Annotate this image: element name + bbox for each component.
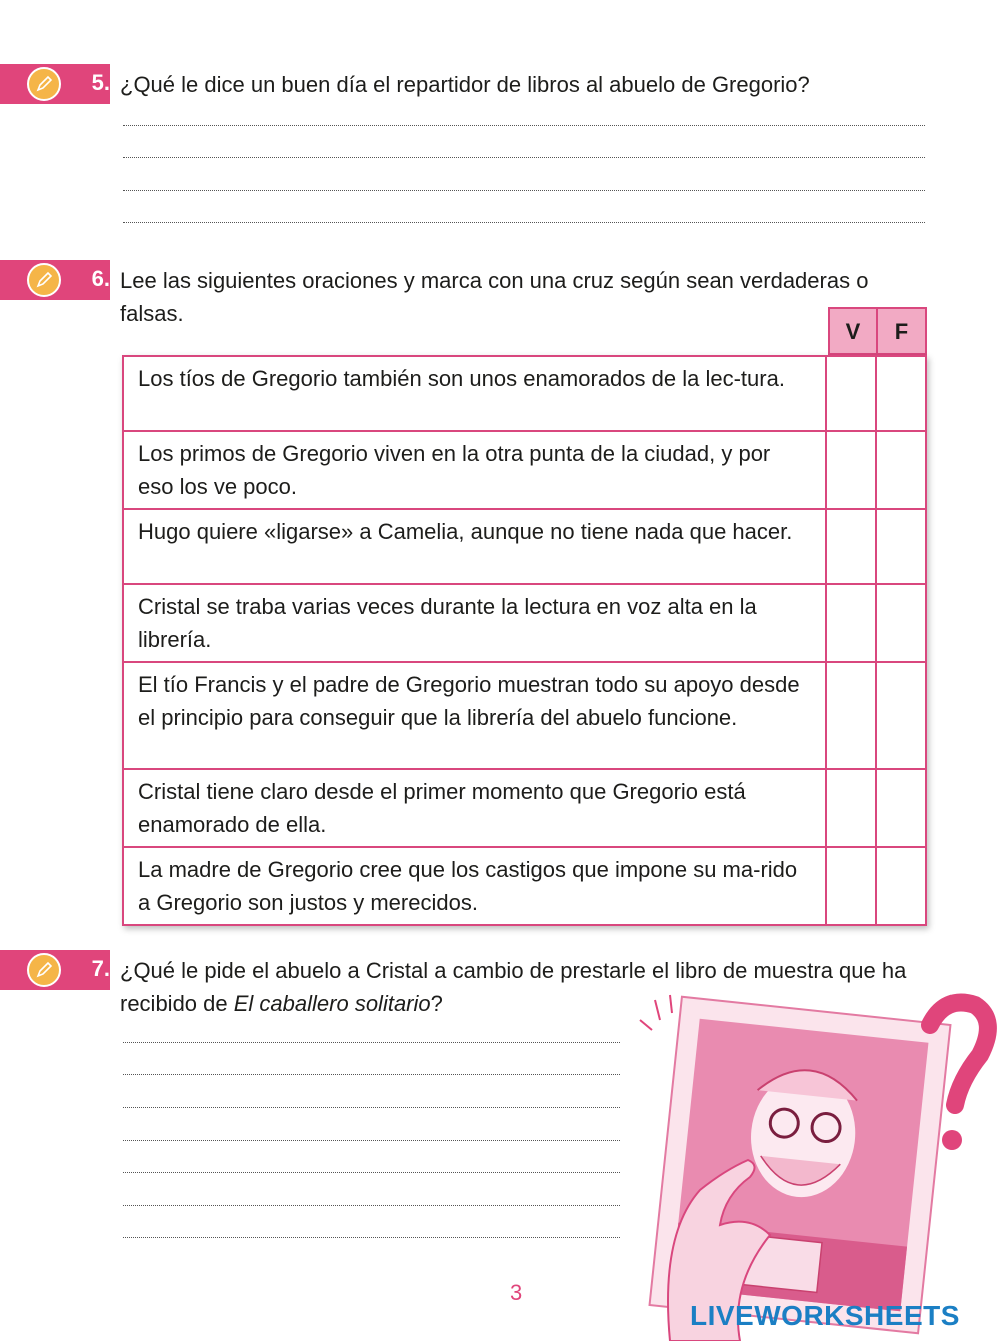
grandfather-photo-illustration [630, 985, 999, 1341]
true-checkbox[interactable] [826, 431, 876, 509]
false-checkbox[interactable] [876, 584, 926, 662]
false-checkbox[interactable] [876, 662, 926, 769]
question-5-tab [0, 64, 110, 104]
answer-line[interactable] [123, 222, 925, 223]
answer-line[interactable] [123, 190, 925, 191]
answer-line[interactable] [123, 1042, 620, 1043]
statement-text: Los tíos de Gregorio también son unos enamorados de la lec-tura. [123, 356, 826, 431]
statement-text: Los primos de Gregorio viven en la otra punta de la ciudad, y por eso los ve poco. [123, 431, 826, 509]
question-5-text: ¿Qué le dice un buen día el repartidor de libros al abuelo de Gregorio? [120, 72, 810, 97]
page-number: 3 [510, 1280, 523, 1305]
book-title: El caballero solitario [233, 991, 431, 1016]
statement-text: El tío Francis y el padre de Gregorio muestran todo su apoyo desde el principio para conseguir que la librería del abuelo funcione. [123, 662, 826, 769]
pencil-icon [27, 263, 61, 297]
watermark-logo: LIVEWORKSHEETS [690, 1300, 960, 1331]
question-7-text: ¿Qué le pide el abuelo a Cristal a cambio de prestarle el libro de muestra que ha recibido de El caballero solitario? [120, 958, 907, 1016]
true-checkbox[interactable] [826, 847, 876, 925]
true-checkbox[interactable] [826, 509, 876, 584]
question-number: 7. [91, 956, 110, 981]
question-7-tab [0, 950, 110, 990]
statement-text: La madre de Gregorio cree que los castigos que impone su ma-rido a Gregorio son justos y merecidos. [123, 847, 826, 925]
question-6-text: Lee las siguientes oraciones y marca con una cruz según sean verdaderas o falsas. [120, 268, 869, 326]
pencil-icon [27, 67, 61, 101]
statement-text: Hugo quiere «ligarse» a Camelia, aunque no tiene nada que hacer. [123, 509, 826, 584]
table-row [123, 431, 926, 509]
true-false-table [122, 355, 927, 926]
statement-text: Cristal se traba varias veces durante la lectura en voz alta en la librería. [123, 584, 826, 662]
answer-line[interactable] [123, 125, 925, 126]
answer-line[interactable] [123, 1205, 620, 1206]
statement-text: Cristal tiene claro desde el primer momento que Gregorio está enamorado de ella. [123, 769, 826, 847]
answer-line[interactable] [123, 157, 925, 158]
answer-line[interactable] [123, 1237, 620, 1238]
false-checkbox[interactable] [876, 509, 926, 584]
true-checkbox[interactable] [826, 769, 876, 847]
answer-line[interactable] [123, 1074, 620, 1075]
question-6-tab [0, 260, 110, 300]
true-checkbox[interactable] [826, 662, 876, 769]
table-row [123, 847, 926, 925]
table-row [123, 356, 926, 431]
true-checkbox[interactable] [826, 356, 876, 431]
false-checkbox[interactable] [876, 356, 926, 431]
column-header-f: F [876, 307, 927, 355]
answer-line[interactable] [123, 1172, 620, 1173]
false-checkbox[interactable] [876, 847, 926, 925]
question-number: 5. [91, 70, 110, 95]
table-row [123, 662, 926, 769]
table-row [123, 769, 926, 847]
true-checkbox[interactable] [826, 584, 876, 662]
answer-line[interactable] [123, 1107, 620, 1108]
false-checkbox[interactable] [876, 769, 926, 847]
table-row [123, 509, 926, 584]
false-checkbox[interactable] [876, 431, 926, 509]
column-header-v: V [828, 307, 878, 355]
question-number: 6. [91, 266, 110, 291]
pencil-icon [27, 953, 61, 987]
answer-line[interactable] [123, 1140, 620, 1141]
table-row [123, 584, 926, 662]
